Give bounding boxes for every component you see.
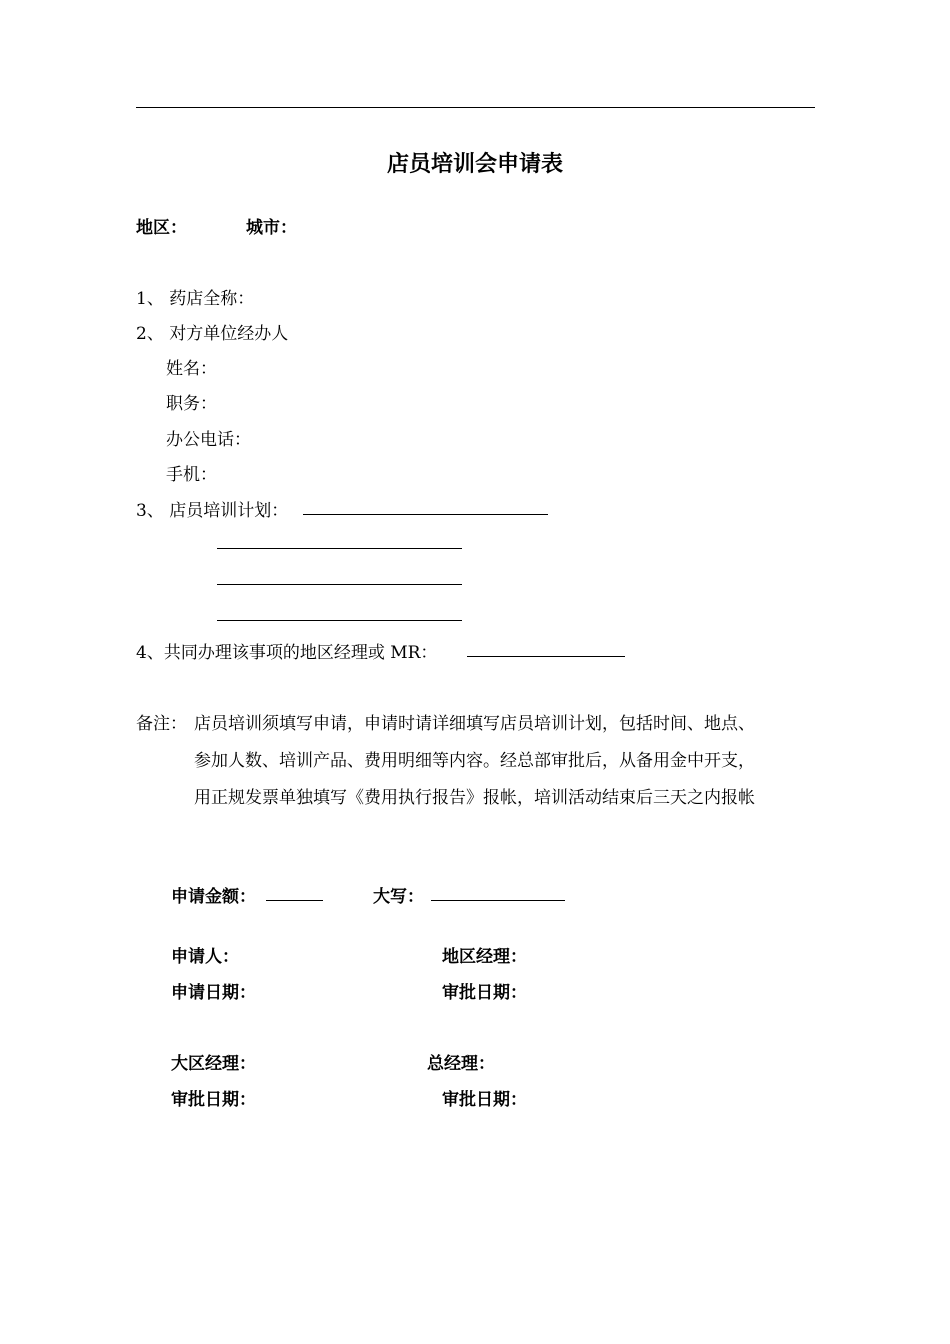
page-title: 店员培训会申请表	[386, 152, 563, 177]
region-label: 地区：	[136, 218, 187, 238]
name-field-label: 姓名：	[166, 359, 217, 379]
approve-date-label-2: 审批日期：	[171, 1090, 256, 1110]
applicant-label: 申请人：	[171, 947, 239, 967]
approve-date-label-1: 审批日期：	[442, 983, 527, 1003]
office-phone-field-label: 办公电话：	[166, 430, 251, 450]
item-training-plan: 3、 店员培训计划：	[136, 501, 289, 521]
regional-manager-label: 地区经理：	[442, 947, 527, 967]
position-field-label: 职务：	[166, 394, 217, 414]
item-manager-or-mr: 4、共同办理该事项的地区经理或 MR：	[136, 643, 438, 663]
city-label: 城市：	[246, 218, 297, 238]
general-manager-label: 总经理：	[427, 1054, 495, 1074]
training-plan-line-2[interactable]	[217, 548, 462, 549]
remarks-line-1: 店员培训须填写申请，申请时请详细填写店员培训计划，包括时间、地点、	[194, 714, 755, 734]
item-pharmacy-name: 1、 药店全称：	[136, 289, 255, 309]
apply-date-label: 申请日期：	[171, 983, 256, 1003]
capital-amount-label: 大写：	[373, 887, 424, 907]
approve-date-label-3: 审批日期：	[442, 1090, 527, 1110]
capital-amount-line[interactable]	[431, 900, 565, 901]
header-rule	[136, 107, 815, 108]
training-plan-line-1[interactable]	[303, 514, 548, 515]
training-plan-line-3[interactable]	[217, 584, 462, 585]
amount-line[interactable]	[266, 900, 323, 901]
amount-label: 申请金额：	[171, 887, 256, 907]
mobile-field-label: 手机：	[166, 465, 217, 485]
training-plan-line-4[interactable]	[217, 620, 462, 621]
remarks-label: 备注：	[136, 714, 187, 734]
remarks-line-2: 参加人数、培训产品、费用明细等内容。经总部审批后，从备用金中开支，	[194, 751, 755, 771]
manager-or-mr-line[interactable]	[467, 656, 625, 657]
area-manager-label: 大区经理：	[171, 1054, 256, 1074]
item-contact-person: 2、 对方单位经办人	[136, 324, 289, 344]
remarks-line-3: 用正规发票单独填写《费用执行报告》报帐，培训活动结束后三天之内报帐	[194, 788, 755, 808]
